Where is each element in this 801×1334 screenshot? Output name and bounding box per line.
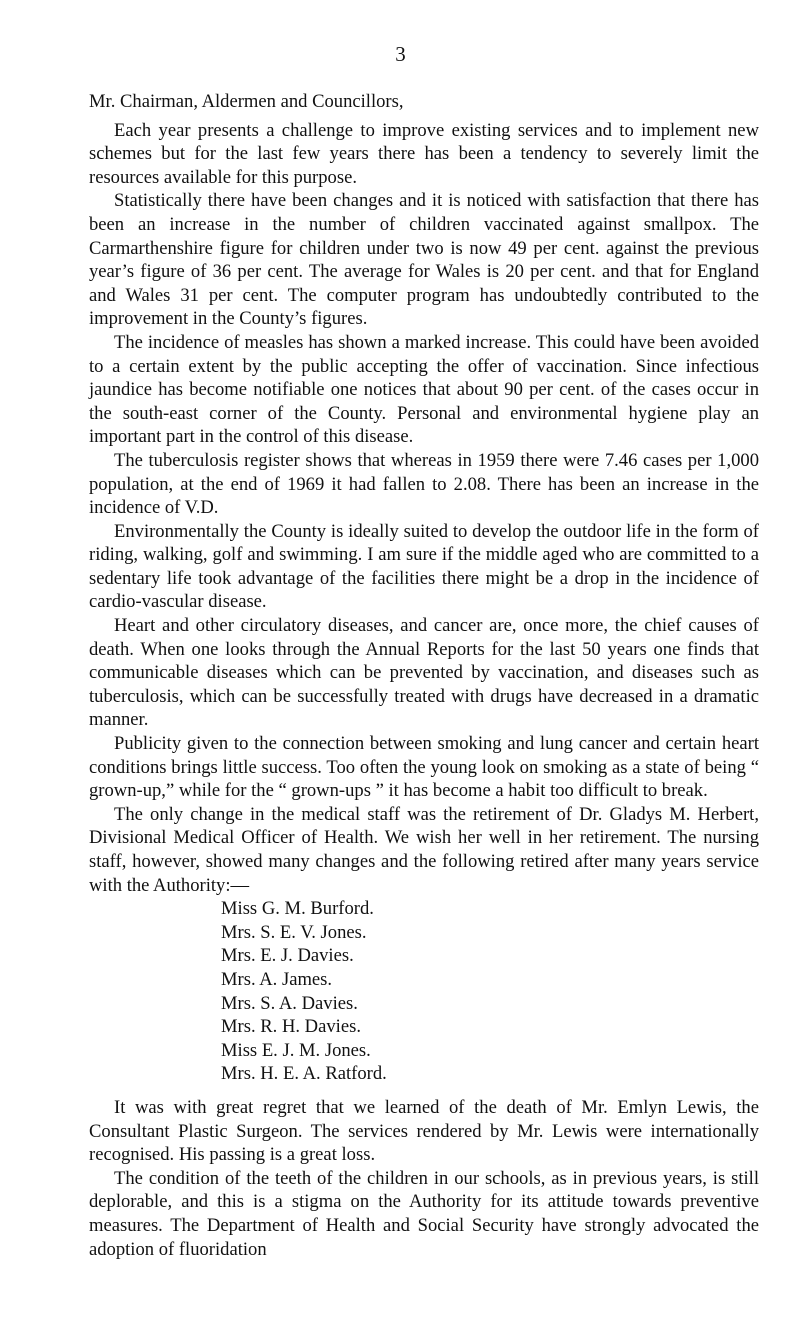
list-item: Miss E. J. M. Jones.: [221, 1039, 371, 1061]
list-item: Mrs. S. A. Davies.: [221, 992, 358, 1014]
paragraph-dental-fluoridation: The condition of the teeth of the children in our schools, as in previous years, is still deplorable, and this is a stigma on the Authority for its attitude towards preventive measures. The Department of Health and Social Security have strongly advocated the adoption of fluoridation: [89, 1167, 759, 1260]
paragraph-obituary: It was with great regret that we learned of the death of Mr. Emlyn Lewis, the Consultant Plastic Surgeon. The services rendered by Mr. Lewis were internationally recognised. His passing is a great loss.: [89, 1096, 759, 1166]
list-item: Mrs. E. J. Davies.: [221, 945, 354, 967]
spacer: [89, 1086, 759, 1096]
salutation: Mr. Chairman, Aldermen and Councillors,: [89, 91, 404, 112]
paragraph-tuberculosis: The tuberculosis register shows that whereas in 1959 there were 7.46 cases per 1,000 population, at the end of 1969 it had fallen to 2.08. There has been an increase in the incidence of V.D.: [89, 449, 759, 519]
paragraph-smoking: Publicity given to the connection between smoking and lung cancer and certain heart conditions brings little success. Too often the young look on smoking as a state of being “ grown-up,” while for the “ grown-ups ” it has become a habit too difficult to break.: [89, 733, 759, 802]
list-item: Miss G. M. Burford.: [221, 898, 374, 920]
paragraph-staff-changes: The only change in the medical staff was the retirement of Dr. Gladys M. Herbert, Divisional Medical Officer of Health. We wish her well in her retirement. The nursing staff, however, showed many changes and the following retired after many years service with the Authority:—: [89, 803, 759, 896]
paragraph-outdoor-life: Environmentally the County is ideally suited to develop the outdoor life in the form of riding, walking, golf and swimming. I am sure if the middle aged who are committed to a sedentary life took advantage of the facilities there might be a drop in the incidence of cardio-vascular disease.: [89, 520, 759, 613]
paragraph-measles-jaundice: The incidence of measles has shown a marked increase. This could have been avoided to a certain extent by the public accepting the offer of vaccination. Since infectious jaundice has become notifiable one notices that about 90 per cent. of the cases occur in the south-east corner of the County. Personal and environmental hygiene play an important part in the control of this disease.: [89, 331, 759, 448]
list-item: Mrs. S. E. V. Jones.: [221, 921, 367, 943]
list-item: Mrs. R. H. Davies.: [221, 1016, 361, 1038]
paragraph-smallpox-vaccination: Statistically there have been changes and it is noticed with satisfaction that there has been an increase in the number of children vaccinated against smallpox. The Carmarthenshire figure for children under two is now 49 per cent. against the previous year’s figure of 36 per cent. The average for Wales is 20 per cent. and that for England and Wales 31 per cent. The computer program has undoubtedly contributed to the improvement in the County’s figures.: [89, 190, 759, 330]
retired-staff-list: [89, 897, 759, 1086]
page-number: 3: [395, 42, 406, 66]
list-item: Mrs. H. E. A. Ratford.: [221, 1063, 387, 1085]
list-item: Mrs. A. James.: [221, 968, 333, 990]
report-body: [89, 90, 759, 1261]
paragraph-causes-of-death: Heart and other circulatory diseases, and cancer are, once more, the chief causes of death. When one looks through the Annual Reports for the last 50 years one finds that communicable diseases which can be prevented by vaccination, and diseases such as tuberculosis, which can be successfully treated with drugs have decreased in a dramatic manner.: [89, 615, 759, 731]
paragraph-resources: Each year presents a challenge to improve existing services and to implement new schemes but for the last few years there has been a tendency to severely limit the resources available for this purpose.: [89, 119, 759, 188]
